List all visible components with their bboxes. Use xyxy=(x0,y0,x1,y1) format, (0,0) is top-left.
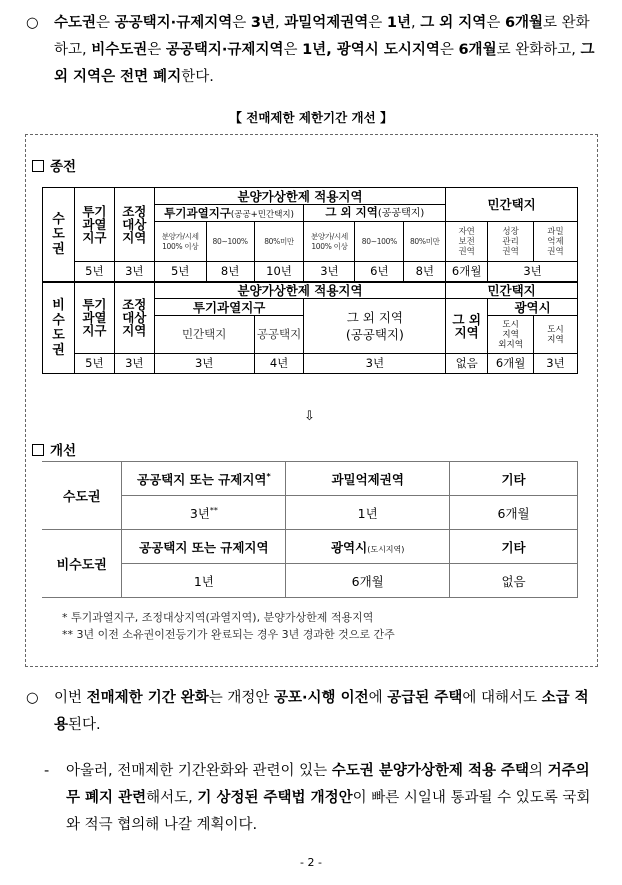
body-text: 의 xyxy=(529,763,548,779)
body-text: 은 xyxy=(147,42,166,58)
body-text: 은 xyxy=(439,42,459,58)
footnote: * 투기과열지구, 조정대상지역(과열지역), 분양가상한제 적용지역 xyxy=(62,611,374,624)
bullet-circle: ○ xyxy=(26,690,39,706)
after-header-cell: 기타 xyxy=(450,530,578,564)
square-bullet-icon xyxy=(32,160,44,172)
before-bisudo-other-sub: 그 외 지역 (공공택지) xyxy=(304,299,446,354)
body-text: 은 xyxy=(283,42,303,58)
value-cell: 3년 xyxy=(154,354,254,374)
value-cell: 6년 xyxy=(355,262,404,282)
body-text: , xyxy=(274,15,285,31)
value-cell: 10년 xyxy=(254,262,304,282)
ratio-cell: 80~100% xyxy=(206,222,254,262)
after-sudo-label: 수도권 xyxy=(42,462,122,530)
before-bisudo-metro-header: 광역시 xyxy=(488,299,578,316)
before-bisudo-bunyang-header: 분양가상한제 적용지역 xyxy=(154,282,445,299)
emphasis-text: 과밀억제권역 xyxy=(284,15,369,31)
residency-text xyxy=(44,758,600,839)
emphasis-text: 수도권 분양가상한제 적용 주택 xyxy=(331,763,530,779)
before-bisudo-private-other: 그 외 지역 xyxy=(446,299,488,354)
before-bisudo-private-sub: 민간택지 xyxy=(154,316,254,354)
after-header-cell: 과밀억제권역 xyxy=(286,462,450,496)
emphasis-text: 공공택지·규제지역 xyxy=(114,15,233,31)
after-value-cell: 6개월 xyxy=(450,496,578,530)
value-cell: 없음 xyxy=(446,354,488,374)
metro-col-cell: 도시 지역 외지역 xyxy=(488,316,534,354)
table-caption: 【 전매제한 제한기간 개선 】 xyxy=(229,110,393,125)
value-cell: 5년 xyxy=(74,354,114,374)
value-cell: 3년 xyxy=(114,354,154,374)
before-sudo-jojeong-header: 조정 대상 지역 xyxy=(114,188,154,262)
value-cell: 3년 xyxy=(304,354,446,374)
body-text: 된다. xyxy=(68,717,101,733)
emphasis-text: 3년 xyxy=(250,15,275,31)
after-section-title: 개선 xyxy=(32,439,76,459)
before-sudo-private-header: 민간택지 xyxy=(446,188,578,222)
value-cell: 4년 xyxy=(254,354,304,374)
page-number: - 2 - xyxy=(300,856,322,869)
body-text: 은 xyxy=(96,15,115,31)
value-cell: 5년 xyxy=(154,262,206,282)
after-value-cell: 1년 xyxy=(122,564,286,598)
after-table xyxy=(42,461,578,598)
body-text: 은 xyxy=(486,15,505,31)
body-text: 에 대해서도 xyxy=(462,690,542,706)
after-value-cell: 1년 xyxy=(286,496,450,530)
emphasis-text: 수도권 xyxy=(54,15,97,31)
down-arrow-icon: ⇩ xyxy=(304,409,315,424)
value-cell: 8년 xyxy=(404,262,446,282)
value-cell: 3년 xyxy=(304,262,355,282)
emphasis-text: 1년, 광역시 도시지역 xyxy=(302,42,440,58)
value-cell: 8년 xyxy=(206,262,254,282)
body-text: 에 xyxy=(368,690,388,706)
before-bisudo-tugi-sub: 투기과열지구 xyxy=(154,299,304,316)
body-text: 이 빠른 시일내 통과될 수 있도록 국회와 적극 협의해 나갈 계획이다. xyxy=(66,790,591,833)
emphasis-text: 소급 적용 xyxy=(54,690,589,733)
before-sudo-label: 수 도 권 xyxy=(43,188,75,282)
after-value-cell: 6개월 xyxy=(286,564,450,598)
before-sudo-other-sub: 그 외 지역(공공택지) xyxy=(304,205,446,222)
footnote: ** 3년 이전 소유권이전등기가 완료되는 경우 3년 경과한 것으로 간주 xyxy=(62,628,395,641)
body-text: 로 완화하고, xyxy=(496,42,581,58)
emphasis-text: 거주의무 폐지 관련 xyxy=(66,763,590,806)
body-text: 는 개정안 xyxy=(208,690,275,706)
value-cell: 3년 xyxy=(488,262,578,282)
comparison-box xyxy=(25,134,598,667)
before-bisudo-label: 비 수 도 권 xyxy=(43,282,75,374)
bullet-dash: - xyxy=(44,763,50,779)
emphasis-text: 1년 xyxy=(386,15,411,31)
body-text: 아울러, 전매제한 기간완화와 관련이 있는 xyxy=(66,763,332,779)
before-sudo-tugi-header: 투기 과열 지구 xyxy=(74,188,114,262)
after-value-cell: 3년** xyxy=(122,496,286,530)
before-sudo-tugi-sub: 투기과열지구(공공+민간택지) xyxy=(154,205,304,222)
before-sudo-bunyang-header: 분양가상한제 적용지역 xyxy=(154,188,445,205)
intro-paragraph xyxy=(26,10,596,91)
before-bisudo-tugi-header: 투기 과열 지구 xyxy=(74,282,114,354)
body-text: 해서도, xyxy=(146,790,198,806)
metro-col-cell: 도시 지역 xyxy=(534,316,578,354)
before-bisudo-jojeong-header: 조정 대상 지역 xyxy=(114,282,154,354)
emphasis-text: 6개월 xyxy=(458,42,497,58)
ratio-cell: 80%미만 xyxy=(254,222,304,262)
before-bisudo-public-sub: 공공택지 xyxy=(254,316,304,354)
emphasis-text: 그 외 지역은 전면 폐지 xyxy=(54,42,595,85)
body-text: 로 완화하고, xyxy=(54,15,590,58)
emphasis-text: 비수도권 xyxy=(91,42,148,58)
body-text: 이번 xyxy=(54,690,87,706)
footnotes xyxy=(62,609,395,643)
bullet-circle: ○ xyxy=(26,15,39,31)
body-text: , xyxy=(410,15,421,31)
emphasis-text: 공공택지·규제지역 xyxy=(165,42,284,58)
after-header-cell: 공공택지 또는 규제지역* xyxy=(122,462,286,496)
intro-text xyxy=(26,10,596,91)
ratio-cell: 80~100% xyxy=(355,222,404,262)
value-cell: 3년 xyxy=(534,354,578,374)
ratio-cell: 분양가/시세 100% 이상 xyxy=(304,222,355,262)
value-cell: 6개월 xyxy=(446,262,488,282)
emphasis-text: 전매제한 기간 완화 xyxy=(86,690,209,706)
value-cell: 6개월 xyxy=(488,354,534,374)
ratio-cell: 분양가/시세 100% 이상 xyxy=(154,222,206,262)
after-value-cell: 없음 xyxy=(450,564,578,598)
after-bisudo-label: 비수도권 xyxy=(42,530,122,598)
private-col-cell: 성장 관리 권역 xyxy=(488,222,534,262)
body-text: 한다. xyxy=(181,69,214,85)
after-header-cell: 기타 xyxy=(450,462,578,496)
ratio-cell: 80%미만 xyxy=(404,222,446,262)
emphasis-text: 6개월 xyxy=(504,15,544,31)
private-col-cell: 과밀 억제 권역 xyxy=(534,222,578,262)
emphasis-text: 공급된 주택 xyxy=(387,690,463,706)
retroactive-text xyxy=(26,685,596,739)
residency-paragraph xyxy=(44,758,600,839)
after-header-cell: 공공택지 또는 규제지역 xyxy=(122,530,286,564)
emphasis-text: 그 외 지역 xyxy=(420,15,487,31)
retroactive-paragraph xyxy=(26,685,596,739)
emphasis-text: 공포·시행 이전 xyxy=(274,690,369,706)
value-cell: 3년 xyxy=(114,262,154,282)
body-text: 은 xyxy=(232,15,251,31)
before-section-title: 종전 xyxy=(32,155,76,175)
value-cell: 5년 xyxy=(74,262,114,282)
before-table xyxy=(42,187,578,374)
before-bisudo-private-header: 민간택지 xyxy=(446,282,578,299)
emphasis-text: 기 상정된 주택법 개정안 xyxy=(197,790,353,806)
after-header-cell: 광역시(도시지역) xyxy=(286,530,450,564)
body-text: 은 xyxy=(368,15,387,31)
private-col-cell: 자연 보전 권역 xyxy=(446,222,488,262)
square-bullet-icon xyxy=(32,444,44,456)
